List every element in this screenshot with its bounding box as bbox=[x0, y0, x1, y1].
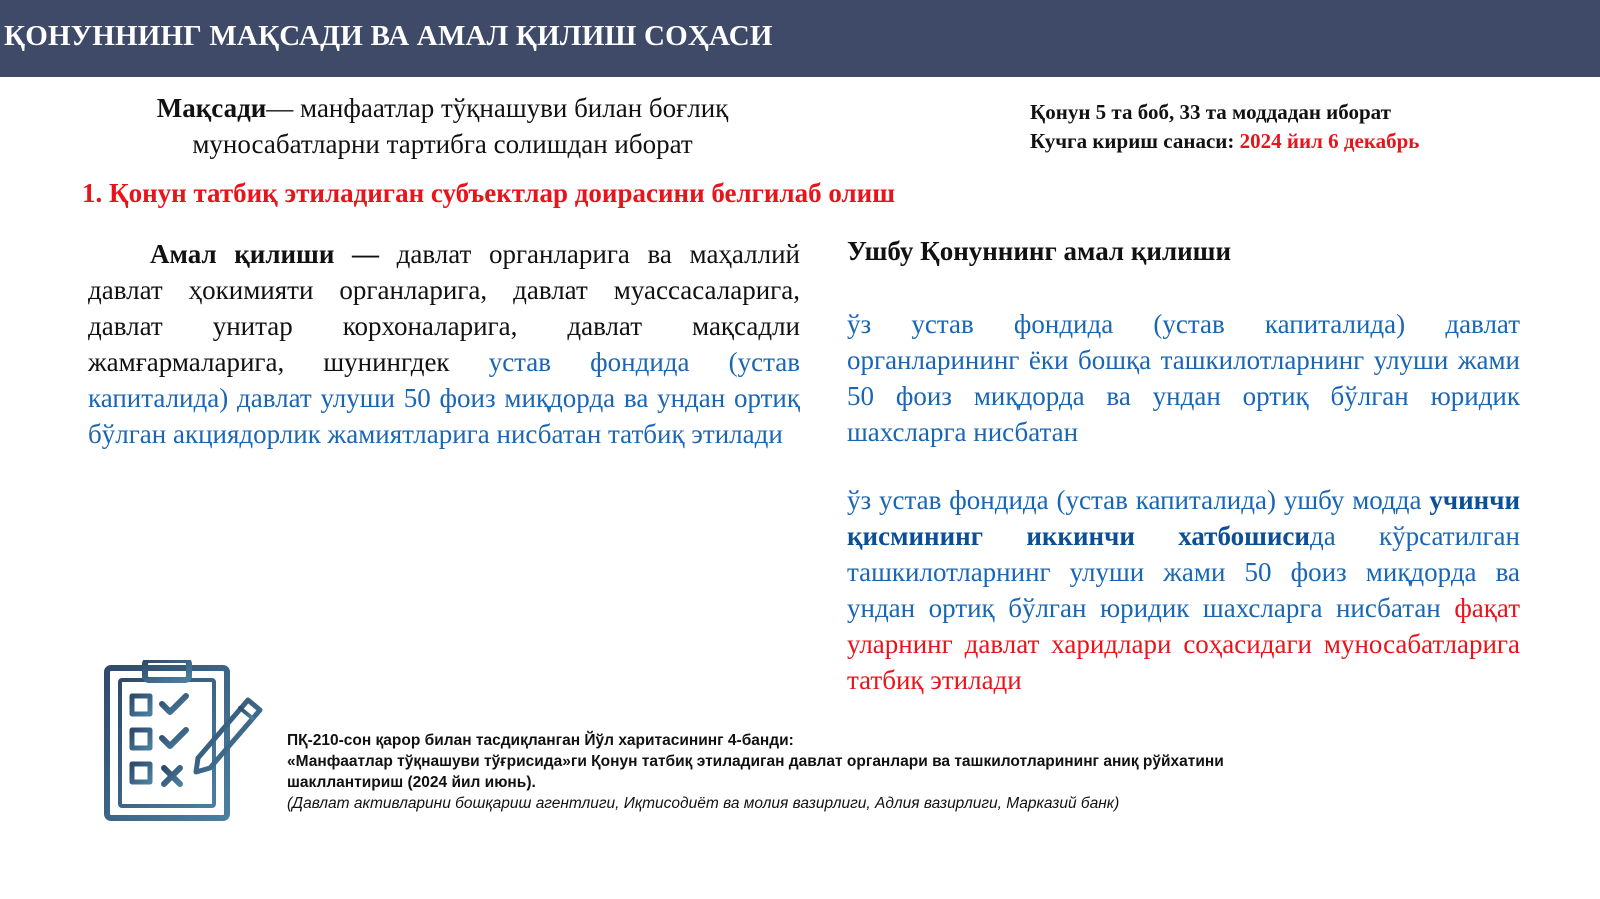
title-bar bbox=[0, 0, 1600, 77]
effective-date-value: 2024 йил 6 декабрь bbox=[1239, 129, 1420, 153]
section-title: 1. Қонун татбиқ этиладиган субъектлар доирасини белгилаб олиш bbox=[82, 178, 896, 208]
scope-paragraph bbox=[88, 236, 800, 452]
clipboard-checklist-icon bbox=[102, 660, 272, 825]
footnote-line-3: (Давлат активларини бошқариш агентлиги, Иқтисодиёт ва молия вазирлиги, Адлия вазирлиги, Марказий банк) bbox=[287, 795, 1120, 812]
right-p2-start: ўз устав фондида (устав капиталида) ушбу модда bbox=[847, 485, 1430, 515]
footnote-line-2: «Манфаатлар тўқнашуви тўғрисида»ги Қонун татбиқ этиладиган давлат органлари ва ташкилотларининг аниқ рўйхатини шакллантириш (2024 йил июнь). bbox=[287, 753, 1224, 791]
law-structure: Қонун 5 та боб, 33 та моддадан иборат bbox=[1030, 100, 1391, 124]
right-p2-bold: учинчи қисмининг иккинчи хатбошиси bbox=[847, 485, 1520, 551]
scope-text: давлат органларига ва маҳаллий давлат ҳокимияти органларига, давлат муассасаларига, давлат унитар корхоналарига, давлат мақсадли жамғармаларига, шунингдек bbox=[88, 239, 800, 377]
footnote-line-1: ПҚ-210-сон қарор билан тасдиқланган Йўл харитасининг 4-банди: bbox=[287, 732, 794, 749]
right-p2-middle: да кўрсатилган ташкилотларнинг улуши жами 50 фоиз миқдорда ва ундан ортиқ бўлган юридик шахсларга нисбатан bbox=[847, 521, 1520, 623]
footnote bbox=[287, 730, 1287, 814]
effective-date-label: Кучга кириш санаси: bbox=[1030, 129, 1240, 153]
purpose-text: — манфаатлар тўқнашуви билан боғлиқ муносабатларни тартибга солишдан иборат bbox=[192, 93, 729, 159]
right-p2-red: фақат уларнинг давлат харидлари соҳасидаги муносабатларига татбиқ этилади bbox=[847, 593, 1520, 695]
right-paragraph-2 bbox=[847, 482, 1520, 698]
right-paragraph-1: ўз устав фондида (устав капиталида) давлат органларининг ёки бошқа ташкилотларнинг улуши жами 50 фоиз миқдорда ва ундан ортиқ бўлган юридик шахсларга нисбатан bbox=[847, 309, 1520, 447]
law-info bbox=[1030, 98, 1419, 156]
scope-label: Амал қилиши — bbox=[150, 239, 380, 269]
page-title: ҚОНУННИНГ МАҚСАДИ ВА АМАЛ ҚИЛИШ СОҲАСИ bbox=[4, 20, 773, 52]
scope-text-highlight: устав фондида (устав капиталида) давлат улуши 50 фоиз миқдорда ва ундан ортиқ бўлган акциядорлик жамиятларига нисбатан татбиқ этилади bbox=[88, 347, 800, 449]
purpose-label: Мақсади bbox=[156, 93, 267, 123]
purpose-block bbox=[100, 90, 785, 162]
effective-date-line bbox=[1030, 127, 1419, 156]
right-heading: Ушбу Қонуннинг амал қилиши bbox=[847, 236, 1231, 266]
